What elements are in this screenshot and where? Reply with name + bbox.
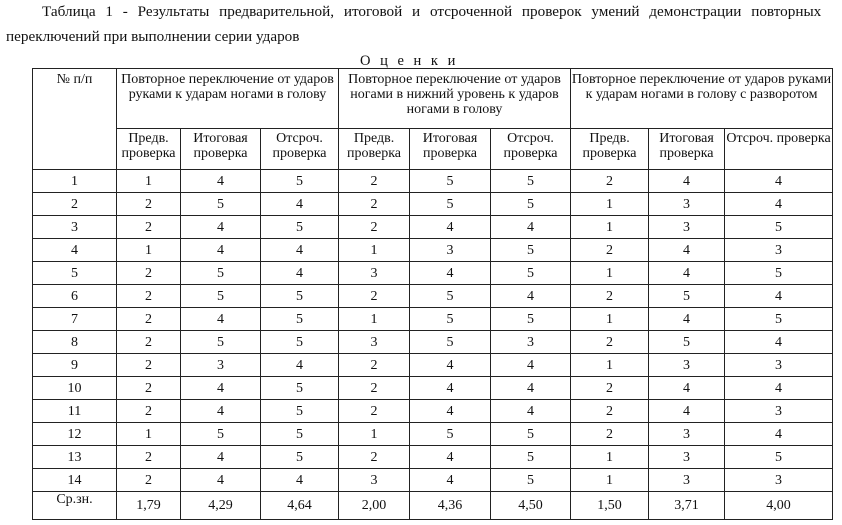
row-number-cell: 14 — [33, 469, 117, 492]
grade-cell: 2 — [117, 262, 181, 285]
row-number-cell: 7 — [33, 308, 117, 331]
table-row — [33, 262, 833, 285]
prelim-check-header: Предв. проверка — [339, 129, 410, 170]
grade-cell: 1 — [571, 354, 649, 377]
table-row — [33, 308, 833, 331]
grade-cell: 5 — [410, 285, 491, 308]
grade-cell: 4 — [410, 446, 491, 469]
grade-cell: 3 — [649, 193, 725, 216]
average-value-cell: 4,00 — [725, 492, 833, 520]
table-caption — [0, 0, 822, 60]
grade-cell: 4 — [725, 423, 833, 446]
grade-cell: 1 — [339, 308, 410, 331]
grade-cell: 4 — [261, 469, 339, 492]
grade-cell: 4 — [491, 216, 571, 239]
grade-cell: 3 — [339, 469, 410, 492]
grade-cell: 3 — [181, 354, 261, 377]
grade-cell: 5 — [410, 423, 491, 446]
grade-cell: 5 — [261, 216, 339, 239]
grade-cell: 1 — [571, 308, 649, 331]
grade-cell: 2 — [339, 377, 410, 400]
grade-cell: 5 — [491, 193, 571, 216]
grade-cell: 4 — [410, 377, 491, 400]
grade-cell: 5 — [491, 308, 571, 331]
grade-cell: 2 — [117, 331, 181, 354]
delayed-check-header: Отсроч. проверка — [261, 129, 339, 170]
grade-cell: 2 — [117, 354, 181, 377]
grade-cell: 3 — [339, 262, 410, 285]
grade-cell: 1 — [571, 193, 649, 216]
grade-cell: 1 — [571, 262, 649, 285]
prelim-check-header: Предв. проверка — [571, 129, 649, 170]
grade-cell: 4 — [491, 377, 571, 400]
subheader-row — [33, 129, 833, 170]
grade-cell: 5 — [725, 262, 833, 285]
grade-cell: 4 — [181, 216, 261, 239]
grade-cell: 5 — [410, 170, 491, 193]
grade-cell: 5 — [491, 239, 571, 262]
grade-cell: 2 — [339, 170, 410, 193]
grade-cell: 2 — [117, 469, 181, 492]
grade-cell: 3 — [725, 469, 833, 492]
row-number-cell: 10 — [33, 377, 117, 400]
grade-cell: 2 — [117, 216, 181, 239]
grade-cell: 1 — [571, 469, 649, 492]
grade-cell: 5 — [491, 469, 571, 492]
grade-cell: 2 — [339, 193, 410, 216]
table-row — [33, 285, 833, 308]
average-label-cell: Ср.зн. — [33, 492, 117, 520]
grade-cell: 4 — [181, 308, 261, 331]
grade-cell: 5 — [410, 308, 491, 331]
row-number-cell: 8 — [33, 331, 117, 354]
grade-cell: 4 — [649, 239, 725, 262]
average-value-cell: 4,50 — [491, 492, 571, 520]
final-check-header: Итоговая проверка — [410, 129, 491, 170]
grade-cell: 4 — [181, 239, 261, 262]
grade-cell: 5 — [410, 331, 491, 354]
average-row — [33, 492, 833, 520]
grade-cell: 2 — [571, 170, 649, 193]
grade-cell: 3 — [649, 446, 725, 469]
table-row — [33, 354, 833, 377]
table-row — [33, 239, 833, 262]
table-row — [33, 193, 833, 216]
results-table — [32, 68, 833, 520]
grade-cell: 4 — [410, 262, 491, 285]
row-number-cell: 4 — [33, 239, 117, 262]
grade-cell: 4 — [410, 400, 491, 423]
caption-line-1: Таблица 1 - Результаты предварительной, итоговой и отсроченной проверок умений демонстрации повторных — [42, 3, 822, 20]
grade-cell: 1 — [117, 170, 181, 193]
grade-cell: 2 — [339, 285, 410, 308]
grade-cell: 4 — [649, 400, 725, 423]
average-value-cell: 4,36 — [410, 492, 491, 520]
average-value-cell: 4,29 — [181, 492, 261, 520]
row-number-cell: 5 — [33, 262, 117, 285]
group-header-hands-to-legs-spin: Повторное переключение от ударов руками к ударам ногами в голову с разворотом — [571, 69, 833, 129]
row-number-cell: 3 — [33, 216, 117, 239]
grade-cell: 4 — [649, 308, 725, 331]
grade-cell: 2 — [571, 377, 649, 400]
grade-cell: 4 — [181, 400, 261, 423]
delayed-check-header: Отсроч. проверка — [491, 129, 571, 170]
grade-cell: 2 — [339, 446, 410, 469]
grade-cell: 4 — [261, 354, 339, 377]
table-row — [33, 170, 833, 193]
grade-cell: 4 — [649, 170, 725, 193]
grade-cell: 5 — [491, 170, 571, 193]
grade-cell: 2 — [571, 239, 649, 262]
grade-cell: 5 — [261, 170, 339, 193]
row-number-cell: 6 — [33, 285, 117, 308]
grade-cell: 2 — [571, 285, 649, 308]
grade-cell: 4 — [491, 400, 571, 423]
table-row — [33, 331, 833, 354]
grade-cell: 2 — [117, 400, 181, 423]
grade-cell: 4 — [491, 354, 571, 377]
grade-cell: 4 — [725, 285, 833, 308]
grade-cell: 4 — [410, 354, 491, 377]
grade-cell: 3 — [491, 331, 571, 354]
table-row — [33, 400, 833, 423]
results-table-container — [32, 68, 832, 513]
grade-cell: 5 — [725, 216, 833, 239]
table-row — [33, 216, 833, 239]
grade-cell: 3 — [649, 216, 725, 239]
row-number-cell: 2 — [33, 193, 117, 216]
grade-cell: 2 — [339, 354, 410, 377]
grade-cell: 5 — [261, 377, 339, 400]
average-value-cell: 3,71 — [649, 492, 725, 520]
grade-cell: 4 — [410, 216, 491, 239]
grade-cell: 3 — [725, 239, 833, 262]
grade-cell: 4 — [261, 262, 339, 285]
grade-cell: 4 — [725, 170, 833, 193]
grade-cell: 4 — [181, 469, 261, 492]
grade-cell: 3 — [725, 400, 833, 423]
grade-cell: 5 — [181, 193, 261, 216]
grade-cell: 5 — [725, 446, 833, 469]
grade-cell: 5 — [649, 285, 725, 308]
average-value-cell: 1,50 — [571, 492, 649, 520]
grade-cell: 2 — [117, 377, 181, 400]
grade-cell: 1 — [339, 239, 410, 262]
grade-cell: 4 — [725, 331, 833, 354]
grade-cell: 5 — [181, 423, 261, 446]
final-check-header: Итоговая проверка — [649, 129, 725, 170]
grade-cell: 5 — [261, 331, 339, 354]
grade-cell: 5 — [261, 446, 339, 469]
group-header-hands-to-legs-head: Повторное переключение от ударов руками к ударам ногами в голову — [117, 69, 339, 129]
grade-cell: 2 — [117, 285, 181, 308]
average-value-cell: 2,00 — [339, 492, 410, 520]
group-header-low-legs-to-head: Повторное переключение от ударов ногами в нижний уровень к ударов ногами в голову — [339, 69, 571, 129]
grade-cell: 5 — [649, 331, 725, 354]
grade-cell: 3 — [649, 354, 725, 377]
grade-cell: 2 — [571, 331, 649, 354]
grade-cell: 5 — [410, 193, 491, 216]
grade-cell: 5 — [725, 308, 833, 331]
grade-cell: 5 — [261, 400, 339, 423]
table-row — [33, 446, 833, 469]
grade-cell: 2 — [339, 400, 410, 423]
grade-cell: 4 — [491, 285, 571, 308]
grade-cell: 5 — [181, 331, 261, 354]
table-row — [33, 377, 833, 400]
row-number-cell: 9 — [33, 354, 117, 377]
grade-cell: 1 — [571, 446, 649, 469]
prelim-check-header: Предв. проверка — [117, 129, 181, 170]
grade-cell: 2 — [571, 423, 649, 446]
caption-line-2: переключений при выполнении серии ударов — [6, 28, 300, 45]
grade-cell: 5 — [261, 285, 339, 308]
grade-cell: 2 — [117, 446, 181, 469]
grade-cell: 5 — [181, 285, 261, 308]
grade-cell: 2 — [117, 308, 181, 331]
grade-cell: 3 — [410, 239, 491, 262]
grade-cell: 1 — [339, 423, 410, 446]
grade-cell: 1 — [117, 239, 181, 262]
average-value-cell: 4,64 — [261, 492, 339, 520]
final-check-header: Итоговая проверка — [181, 129, 261, 170]
grade-cell: 2 — [571, 400, 649, 423]
grade-cell: 3 — [725, 354, 833, 377]
grade-cell: 5 — [261, 423, 339, 446]
average-value-cell: 1,79 — [117, 492, 181, 520]
grade-cell: 4 — [410, 469, 491, 492]
grade-cell: 1 — [571, 216, 649, 239]
grade-cell: 5 — [181, 262, 261, 285]
row-number-cell: 1 — [33, 170, 117, 193]
num-header: № п/п — [33, 69, 117, 170]
grade-cell: 4 — [181, 377, 261, 400]
row-number-cell: 12 — [33, 423, 117, 446]
grades-title: О ц е н к и — [360, 53, 459, 69]
grade-cell: 3 — [339, 331, 410, 354]
grade-cell: 4 — [181, 446, 261, 469]
grade-cell: 5 — [261, 308, 339, 331]
grade-cell: 2 — [117, 193, 181, 216]
row-number-cell: 13 — [33, 446, 117, 469]
grade-cell: 5 — [491, 423, 571, 446]
grade-cell: 4 — [649, 377, 725, 400]
grade-cell: 4 — [261, 193, 339, 216]
grade-cell: 5 — [491, 262, 571, 285]
table-row — [33, 423, 833, 446]
grade-cell: 4 — [181, 170, 261, 193]
grade-cell: 1 — [117, 423, 181, 446]
grade-cell: 2 — [339, 216, 410, 239]
row-number-cell: 11 — [33, 400, 117, 423]
table-row — [33, 469, 833, 492]
grade-cell: 3 — [649, 423, 725, 446]
grade-cell: 4 — [649, 262, 725, 285]
grade-cell: 4 — [725, 377, 833, 400]
grade-cell: 4 — [725, 193, 833, 216]
table-body — [33, 170, 833, 520]
delayed-check-header: Отсроч. проверка — [725, 129, 833, 170]
grade-cell: 3 — [649, 469, 725, 492]
grade-cell: 5 — [491, 446, 571, 469]
grade-cell: 4 — [261, 239, 339, 262]
